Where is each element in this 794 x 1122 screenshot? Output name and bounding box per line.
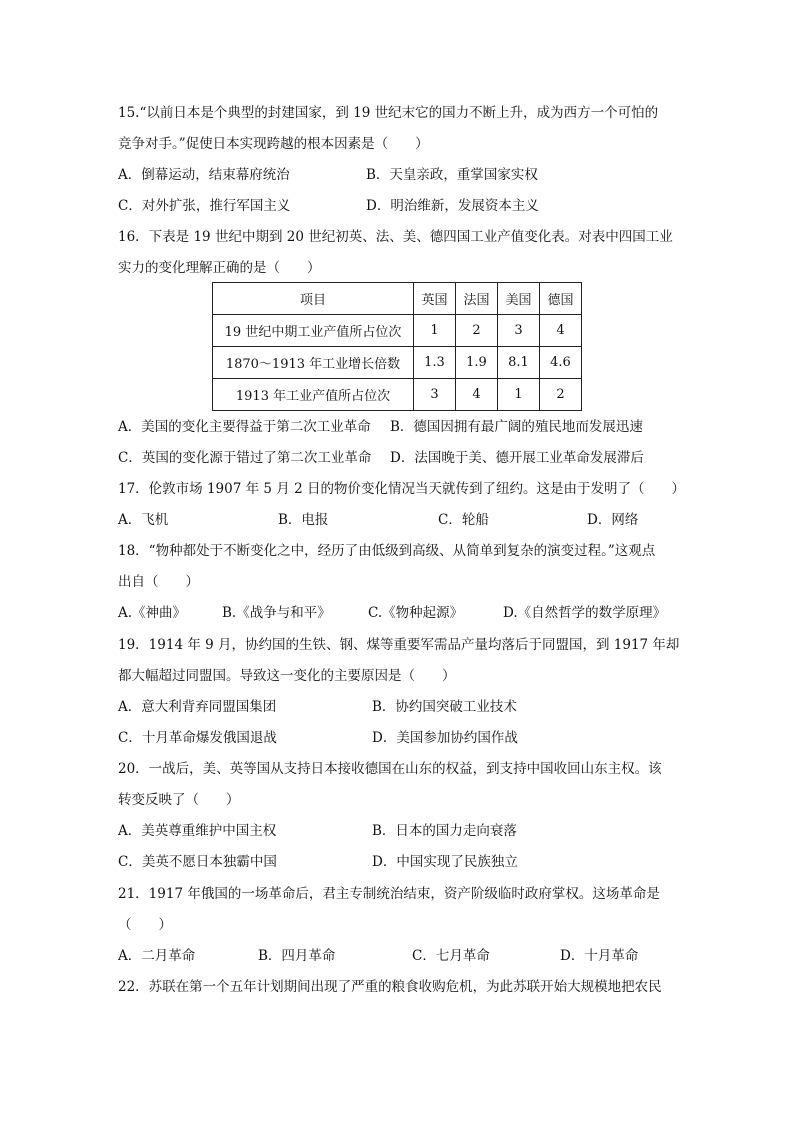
question-16-option-a: A．美国的变化主要得益于第二次工业革命 bbox=[118, 419, 371, 435]
question-21-option-d: D．十月革命 bbox=[560, 948, 639, 964]
question-21-text-line-1: 21．1917 年俄国的一场革命后，君主专制统治结束，资产阶级临时政府掌权。这场革命是 bbox=[118, 886, 660, 902]
question-15-text-line-2: 竞争对手。”促使日本实现跨越的根本因素是（ ） bbox=[118, 136, 429, 152]
table-cell: 1 bbox=[498, 379, 540, 411]
table-cell: 2 bbox=[540, 379, 582, 411]
question-20-option-b: B．日本的国力走向衰落 bbox=[372, 823, 517, 839]
table-cell: 19 世纪中期工业产值所占位次 bbox=[213, 315, 414, 347]
question-18-option-b: B.《战争与和平》 bbox=[222, 605, 331, 621]
question-21-option-b: B．四月革命 bbox=[258, 948, 336, 964]
question-15-option-d: D．明治维新，发展资本主义 bbox=[366, 198, 539, 214]
table-header-cell: 法国 bbox=[456, 283, 498, 315]
question-17-option-b: B．电报 bbox=[278, 512, 329, 528]
table-cell: 3 bbox=[414, 379, 456, 411]
question-16-option-b: B．德国因拥有最广阔的殖民地而发展迅速 bbox=[390, 419, 643, 435]
question-19-option-c: C．十月革命爆发俄国退战 bbox=[118, 730, 277, 746]
table-cell: 8.1 bbox=[498, 347, 540, 379]
question-20-option-d: D．中国实现了民族独立 bbox=[372, 854, 518, 870]
question-16-text-line-1: 16．下表是 19 世纪中期到 20 世纪初英、法、美、德四国工业产值变化表。对表中四国工业 bbox=[118, 229, 673, 245]
question-15-option-b: B．天皇亲政，重掌国家实权 bbox=[366, 167, 538, 183]
question-17-option-c: C．轮船 bbox=[438, 512, 489, 528]
question-17-option-a: A．飞机 bbox=[118, 512, 169, 528]
question-19-option-d: D．美国参加协约国作战 bbox=[372, 730, 518, 746]
table-cell: 4.6 bbox=[540, 347, 582, 379]
table-cell: 4 bbox=[456, 379, 498, 411]
table-row bbox=[213, 379, 582, 411]
question-20-option-c: C．美英不愿日本独霸中国 bbox=[118, 854, 277, 870]
question-15-option-a: A．倒幕运动，结束幕府统治 bbox=[118, 167, 290, 183]
question-20-text-line-2: 转变反映了（ ） bbox=[118, 792, 240, 808]
table-cell: 1913 年工业产值所占位次 bbox=[213, 379, 414, 411]
question-15-text-line-1: 15.“以前日本是个典型的封建国家，到 19 世纪末它的国力不断上升，成为西方一个可怕的 bbox=[118, 105, 659, 121]
question-18-option-a: A.《神曲》 bbox=[118, 605, 187, 621]
question-21-option-c: C．七月革命 bbox=[412, 948, 490, 964]
question-18-option-c: C.《物种起源》 bbox=[368, 605, 464, 621]
table-cell: 1 bbox=[414, 315, 456, 347]
question-18-text-line-1: 18．“物种都处于不断变化之中，经历了由低级到高级、从简单到复杂的演变过程。”这观点 bbox=[118, 543, 656, 559]
question-17-option-d: D．网络 bbox=[587, 512, 639, 528]
question-18-option-d: D.《自然哲学的数学原理》 bbox=[503, 605, 667, 621]
question-19-option-b: B．协约国突破工业技术 bbox=[372, 699, 517, 715]
question-15-option-c: C．对外扩张，推行军国主义 bbox=[118, 198, 291, 214]
question-16-text-line-2: 实力的变化理解正确的是（ ） bbox=[118, 260, 321, 276]
table-header-cell: 德国 bbox=[540, 283, 582, 315]
question-19-text-line-2: 都大幅超过同盟国。导致这一变化的主要原因是（ ） bbox=[118, 668, 456, 684]
table-row bbox=[213, 347, 582, 379]
table-header-row bbox=[213, 283, 582, 315]
question-19-text-line-1: 19．1914 年 9 月，协约国的生铁、钢、煤等重要军需品产量均落后于同盟国，到 1917 年却 bbox=[118, 637, 680, 653]
table-cell: 1.3 bbox=[414, 347, 456, 379]
table-header-cell: 英国 bbox=[414, 283, 456, 315]
table-header-cell: 美国 bbox=[498, 283, 540, 315]
question-20-text-line-1: 20．一战后，美、英等国从支持日本接收德国在山东的权益，到支持中国收回山东主权。该 bbox=[118, 761, 662, 777]
table-cell: 2 bbox=[456, 315, 498, 347]
table-cell: 3 bbox=[498, 315, 540, 347]
question-16-option-c: C．英国的变化源于错过了第二次工业革命 bbox=[118, 450, 372, 466]
table-cell: 4 bbox=[540, 315, 582, 347]
question-21-option-a: A．二月革命 bbox=[118, 948, 196, 964]
table-cell: 1870～1913 年工业增长倍数 bbox=[213, 347, 414, 379]
table-cell: 1.9 bbox=[456, 347, 498, 379]
question-18-text-line-2: 出自（ ） bbox=[118, 574, 199, 590]
question-17-text-line-1: 17．伦敦市场 1907 年 5 月 2 日的物价变化情况当天就传到了纽约。这是由于发明了（ ） bbox=[118, 481, 685, 497]
question-20-option-a: A．美英尊重维护中国主权 bbox=[118, 823, 277, 839]
table-row bbox=[213, 315, 582, 347]
table-header-cell: 项目 bbox=[213, 283, 414, 315]
industrial-output-table bbox=[212, 282, 582, 411]
question-19-option-a: A．意大利背弃同盟国集团 bbox=[118, 699, 277, 715]
question-16-option-d: D．法国晚于美、德开展工业革命发展滞后 bbox=[390, 450, 644, 466]
question-22-text-line-1: 22．苏联在第一个五年计划期间出现了严重的粮食收购危机，为此苏联开始大规模地把农民 bbox=[118, 979, 662, 995]
question-21-text-line-2: （ ） bbox=[118, 917, 172, 933]
